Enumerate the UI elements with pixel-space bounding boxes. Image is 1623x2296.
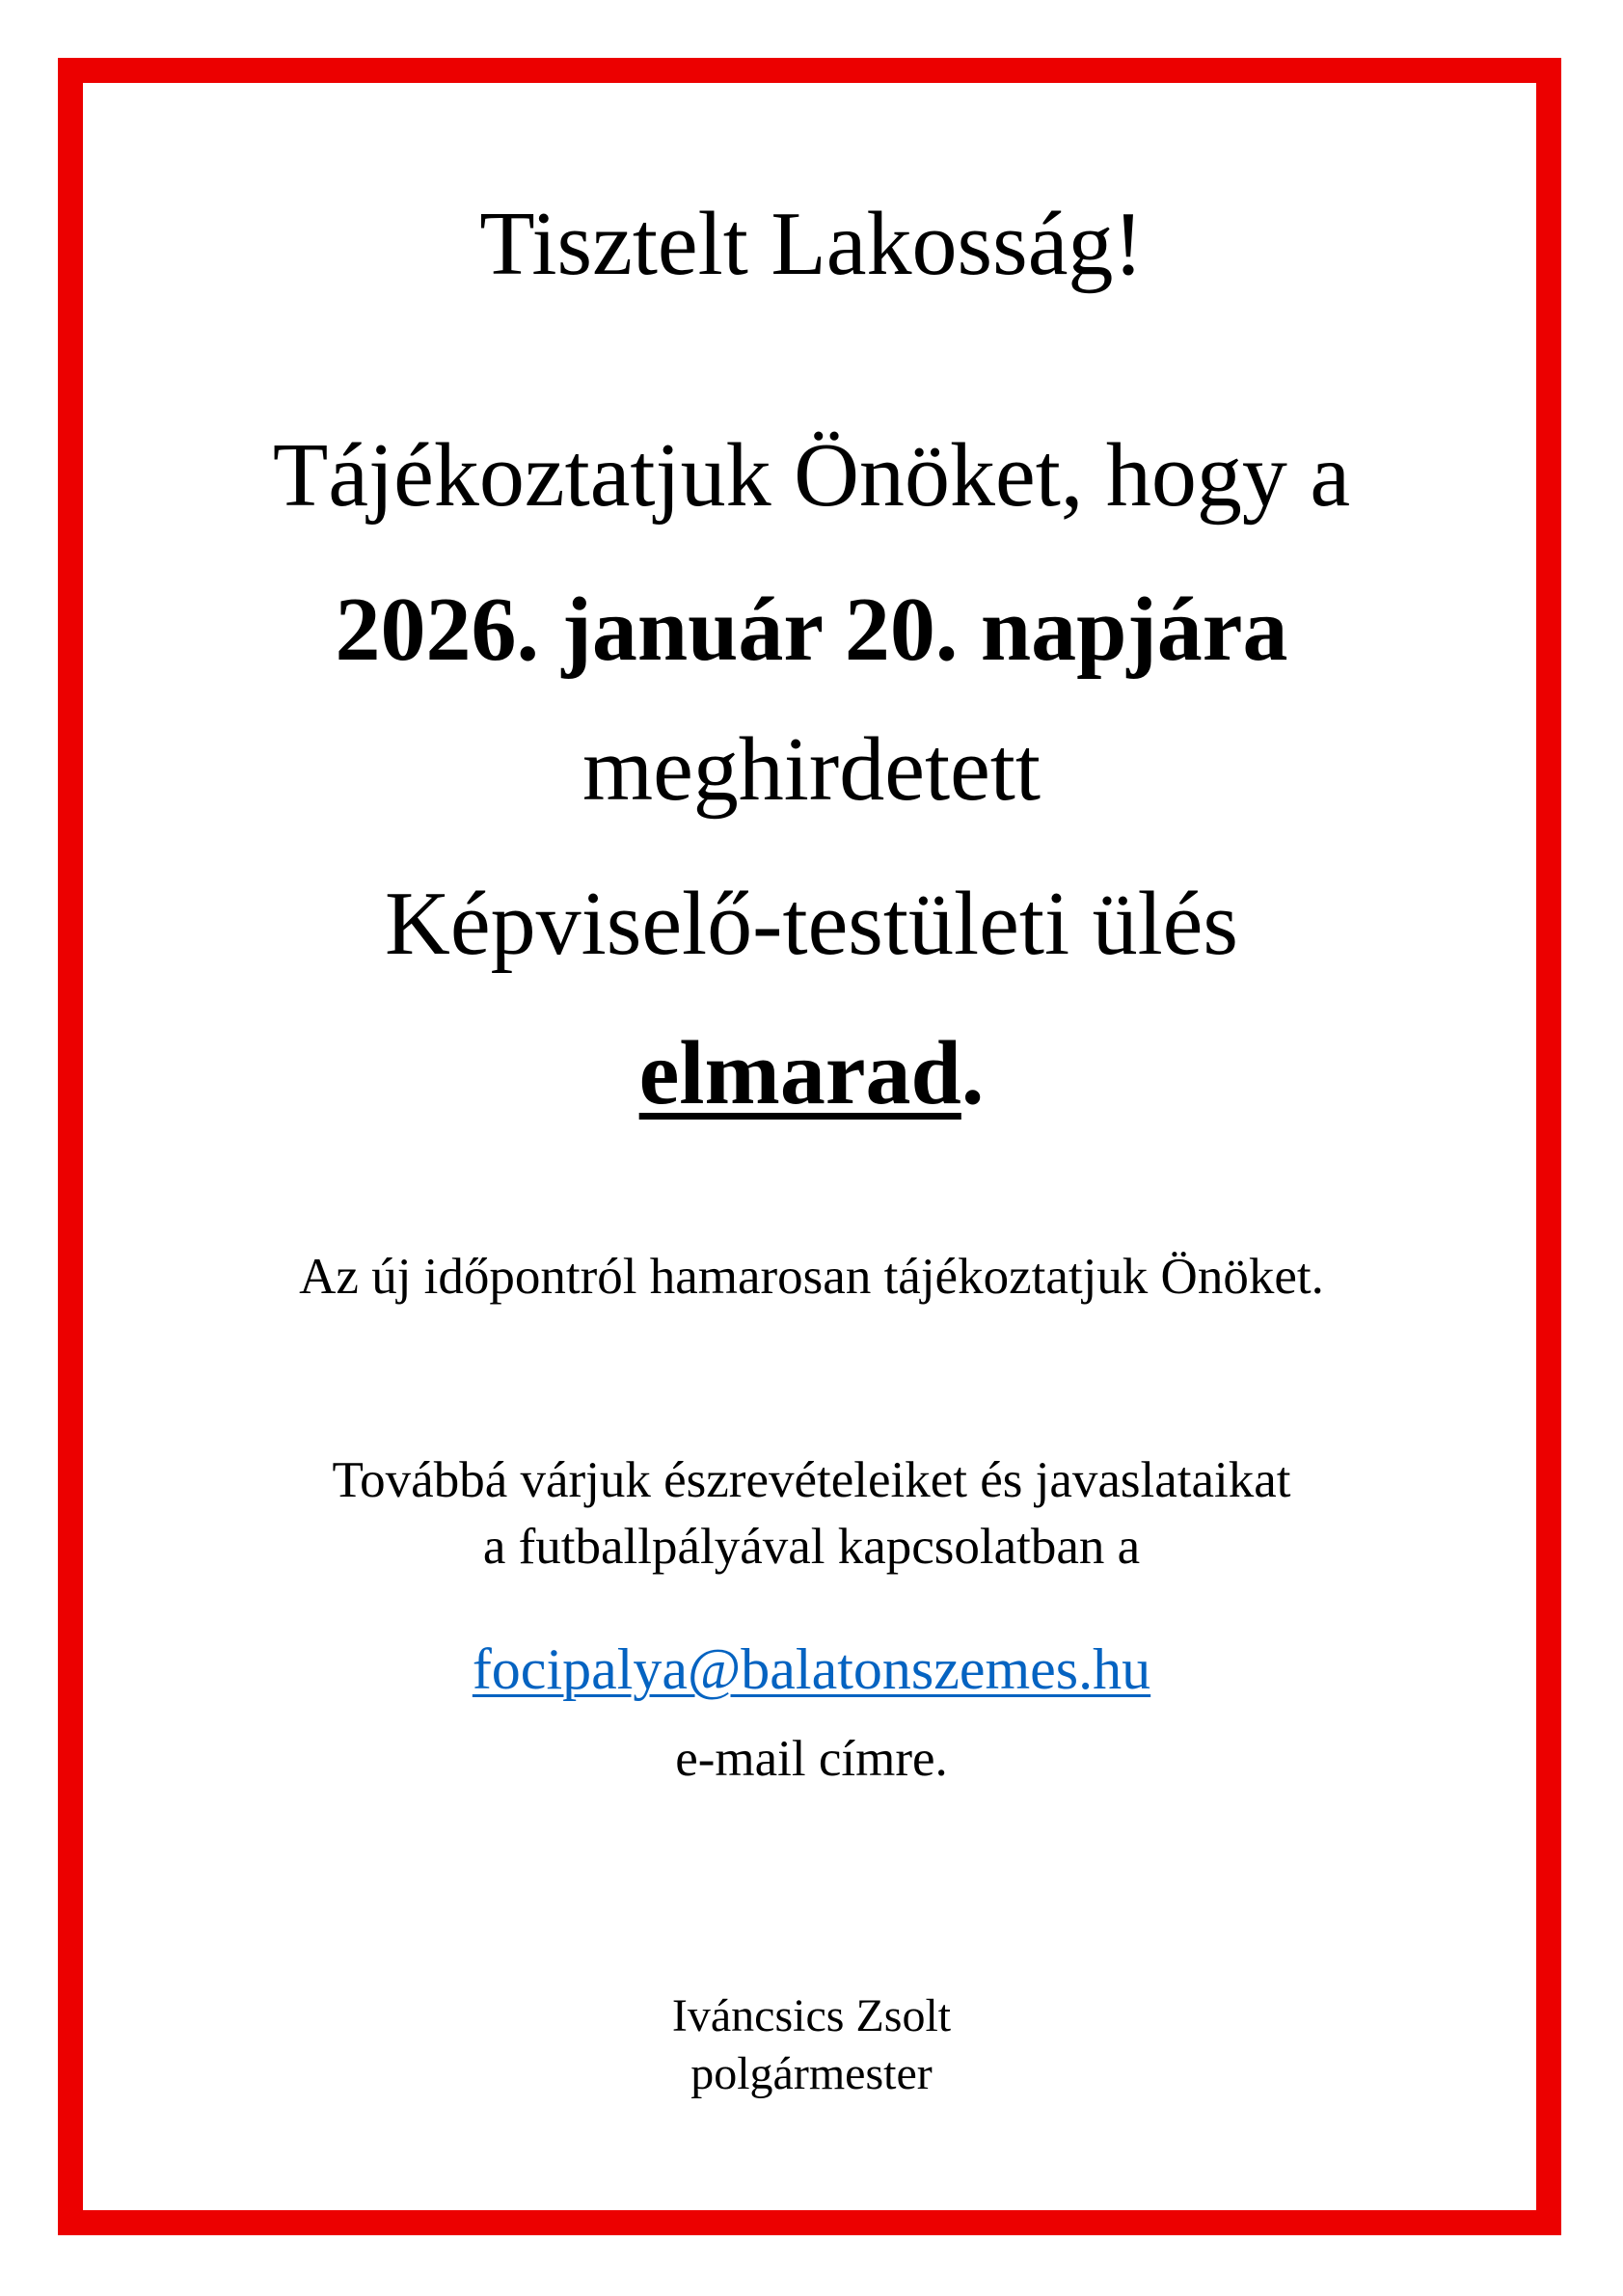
- feedback-text-line-2: a futballpályával kapcsolatban a: [482, 1519, 1141, 1575]
- cancellation-status: [0, 1023, 1623, 1123]
- email-suffix-text: e-mail címre.: [675, 1731, 948, 1787]
- signature-title: polgármester: [690, 2048, 933, 2099]
- red-border-frame: [58, 58, 1561, 2235]
- email-line: [0, 1637, 1623, 1701]
- followup-text: Az új időpontról hamarosan tájékoztatjuk Önöket.: [299, 1249, 1324, 1305]
- meeting-date: 2026. január 20. napjára: [335, 580, 1288, 680]
- signature-name: Iváncsics Zsolt: [671, 1990, 952, 2041]
- status-punctuation: .: [960, 1023, 985, 1123]
- feedback-text-line-1: Továbbá várjuk észrevételeiket és javaslataikat: [332, 1452, 1291, 1508]
- greeting-heading: Tisztelt Lakosság!: [479, 194, 1144, 294]
- email-link[interactable]: focipalya@balatonszemes.hu: [472, 1637, 1151, 1701]
- intro-line: Tájékoztatjuk Önöket, hogy a: [272, 425, 1351, 526]
- announced-line: meghirdetett: [582, 719, 1041, 820]
- meeting-title: Képviselő-testületi ülés: [385, 874, 1238, 974]
- status-word: elmarad: [638, 1023, 961, 1123]
